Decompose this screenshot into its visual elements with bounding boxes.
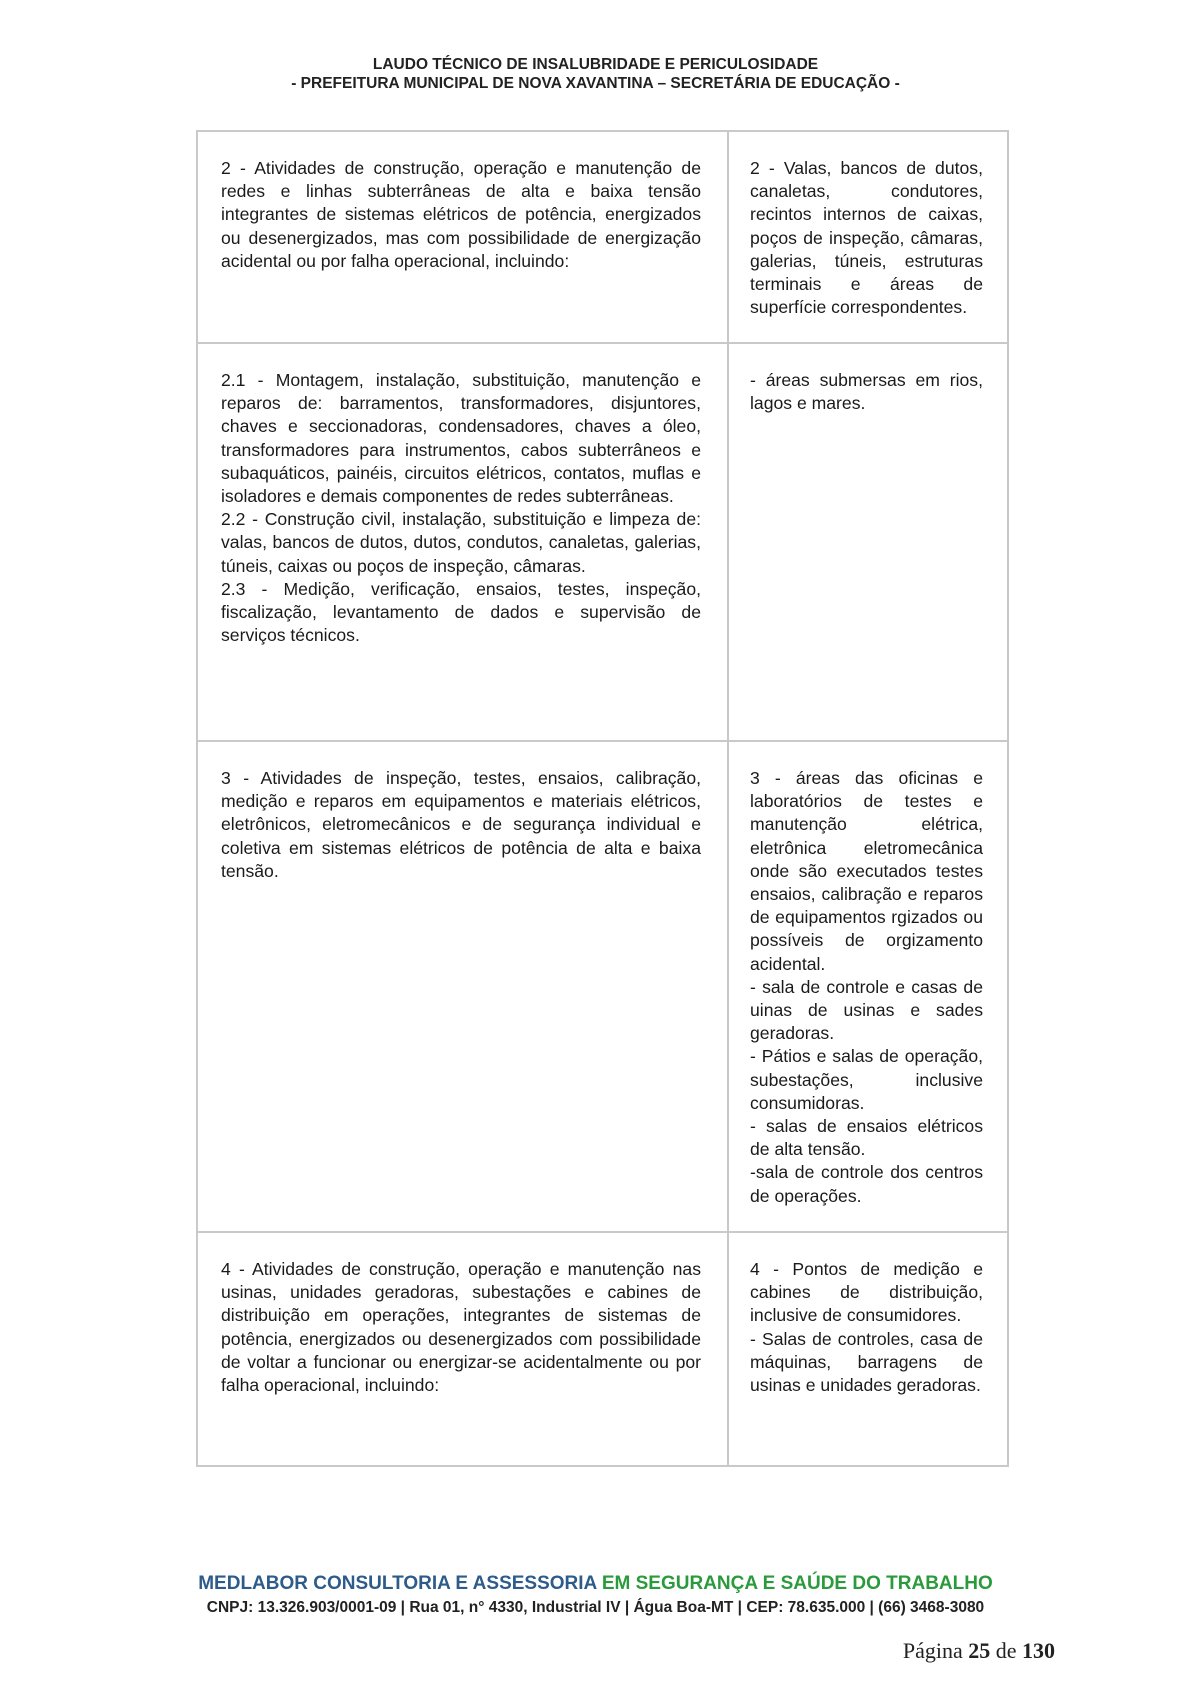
cell-paragraph: 2 - Atividades de construção, operação e manutenção de redes e linhas subterrâneas de alta e baixa tensão integrantes de sistemas elétricos de potência, energizados ou desenergizados, mas com possibilidade de energização acidental ou por falha operacional, incluindo: xyxy=(221,158,701,271)
company-contact-line: CNPJ: 13.326.903/0001-09 | Rua 01, n° 4330, Industrial IV | Água Boa-MT | CEP: 78.635.000 | (66) 3468-3080 xyxy=(206,1599,985,1616)
page-label: Página xyxy=(902,1638,963,1663)
cell-paragraph: 4 - Atividades de construção, operação e manutenção nas usinas, unidades geradoras, subestações e cabines de distribuição em operações, integrantes de sistemas de potência, energizados ou desenergizados com possibilidade de voltar a funcionar ou energizar-se acidentalmente ou por falha operacional, incluindo: xyxy=(221,1259,701,1396)
cell-paragraph: -sala de controle dos centros de operações. xyxy=(750,1162,983,1206)
area-cell xyxy=(728,1232,1008,1466)
cell-paragraph: 3 - áreas das oficinas e laboratórios de testes e manutenção elétrica, eletrônica eletromecânica onde são executados testes ensaios, calibração e reparos de equipamentos rgizados ou possíveis de orgizamento acidental. xyxy=(750,768,983,974)
area-cell xyxy=(728,343,1008,741)
company-name-primary: MEDLABOR CONSULTORIA E ASSESSORIA xyxy=(198,1573,597,1594)
page-number xyxy=(903,1638,1055,1664)
cell-paragraph: 2.3 - Medição, verificação, ensaios, testes, inspeção, fiscalização, levantamento de dados e supervisão de serviços técnicos. xyxy=(221,578,701,646)
cell-paragraph: 3 - Atividades de inspeção, testes, ensaios, calibração, medição e reparos em equipamentos e materiais elétricos, eletrônicos, eletromecânicos e de segurança individual e coletiva em sistemas elétricos de potência de alta e baixa tensão. xyxy=(221,768,701,881)
document-footer xyxy=(0,1573,1191,1617)
page-of: de xyxy=(995,1638,1017,1663)
header-subtitle: - PREFEITURA MUNICIPAL DE NOVA XAVANTINA – SECRETÁRIA DE EDUCAÇÃO - xyxy=(291,75,900,92)
cell-paragraph: - áreas submersas em rios, lagos e mares. xyxy=(750,370,983,414)
table-row xyxy=(197,741,1008,1232)
cell-paragraph: - Salas de controles, casa de máquinas, barragens de usinas e unidades geradoras. xyxy=(750,1328,983,1396)
cell-paragraph: - salas de ensaios elétricos de alta tensão. xyxy=(750,1116,983,1160)
cell-paragraph: - sala de controle e casas de uinas de usinas e sades geradoras. xyxy=(750,976,983,1044)
cell-paragraph: 4 - Pontos de medição e cabines de distribuição, inclusive de consumidores. xyxy=(750,1259,983,1326)
activity-cell xyxy=(197,343,728,741)
company-name-secondary: EM SEGURANÇA E SAÚDE DO TRABALHO xyxy=(601,1573,993,1594)
cell-paragraph: 2.2 - Construção civil, instalação, substituição e limpeza de: valas, bancos de dutos, dutos, condutos, canaletas, galerias, túneis, caixas ou poços de inspeção, câmaras. xyxy=(221,509,701,576)
header-title: LAUDO TÉCNICO DE INSALUBRIDADE E PERICULOSIDADE xyxy=(372,56,819,73)
area-cell xyxy=(728,741,1008,1232)
cell-paragraph: 2.1 - Montagem, instalação, substituição, manutenção e reparos de: barramentos, transformadores, disjuntores, chaves e seccionadoras, condensadores, chaves a óleo, transformadores para instrumentos, cabos subterrâneos e subaquáticos, painéis, circuitos elétricos, contatos, muflas e isoladores e demais componentes de redes subterrâneas. xyxy=(221,370,701,507)
cell-paragraph: 2 - Valas, bancos de dutos, canaletas, condutores, recintos internos de caixas, poços de inspeção, câmaras, galerias, túneis, estruturas terminais e áreas de superfície correspondentes. xyxy=(750,158,983,318)
document-header xyxy=(0,55,1191,93)
table-row xyxy=(197,1232,1008,1466)
table-row xyxy=(197,343,1008,741)
cell-paragraph: - Pátios e salas de operação, subestações, inclusive consumidoras. xyxy=(750,1046,983,1113)
table-row xyxy=(197,131,1008,343)
activities-table xyxy=(196,130,1009,1467)
activity-cell xyxy=(197,741,728,1232)
page-current: 25 xyxy=(968,1638,991,1663)
page-total: 130 xyxy=(1022,1638,1055,1663)
activity-cell xyxy=(197,131,728,343)
company-name xyxy=(0,1573,1191,1595)
activity-cell xyxy=(197,1232,728,1466)
area-cell xyxy=(728,131,1008,343)
